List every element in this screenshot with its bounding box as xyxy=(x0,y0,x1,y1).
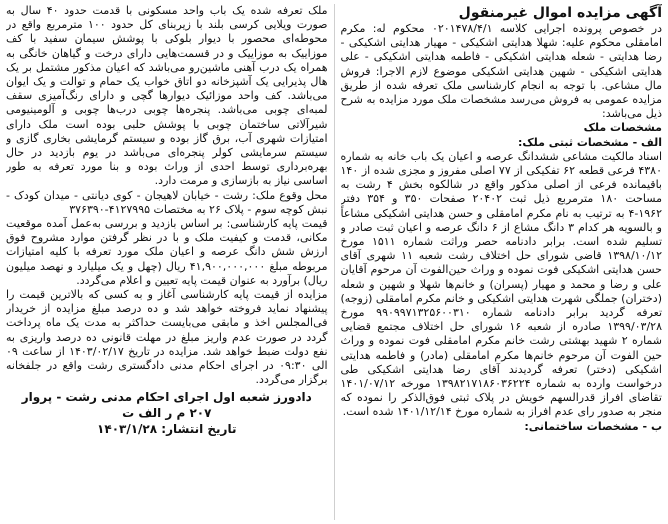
publish-date: تاریخ انتشار: ۱۴۰۳/۱/۲۸ xyxy=(97,422,237,437)
notice-title: آگهی مزایده اموال غیرمنقول xyxy=(458,5,662,21)
signature-line-2: ۲۰۷ م ر الف ت xyxy=(122,406,212,421)
building-details: ملک تعرفه شده یک باب واحد مسکونی با قدمت حدود ۴۰ سال به صورت ویلایی کرسی بلند با زیربنای کل حدود ۱۰۰ مترمربع واقع در محوطه‌ای محصور با دیوار بلوکی با پوشش سیمان سفید با کف موزاییک به موزاییک و در قسمت‌هایی دارای درخت و گیاهان خانگی به همراه یک درب آهنی ماشین‌رو می‌باشد که اعیان مذکور مشتمل بر یک هال پذیرایی یک آشپزخانه دو اتاق خواب یک حمام و توالت و یک ایوان می‌باشد. کف واحد موزائیک دیوارها گچی و دارای رنگ‌آمیزی سقف لمبه‌ای چوبی می‌باشد. پنجره‌ها چوبی درب‌ها چوبی و آلومینیومی شیرآلاتی ساختمان چوبی با پوشش حلبی بوده است ملک دارای امتیازات شهری آب، برق گاز بوده و سیستم گرمایشی بخاری گازی و سیستم سرمایشی کولر پنجره‌ای می‌باشد در یوم بازدید در حال بهره‌برداری توسط احدی از وراث بوده و بنا مورد تعرفه به طور اساسی نیاز به بازسازی و مرمت دارد. xyxy=(6,4,328,188)
auction-terms: مزایده از قیمت پایه کارشناسی آغاز و به کسی که بالاترین قیمت را پیشنهاد نماید فروخته خواهد شد و ده درصد مبلغ مزایده از خریدار فی‌المجلس اخذ و مابقی می‌بایست حداکثر به مدت یک ماه پرداخت گردد در صورت عدم واریز مبلغ در مهلت قانونی ده درصد واریزی به نفع دولت ضبط خواهد شد. مزایده در تاریخ ۱۴۰۳/۰۲/۱۷ از ساعت ۰۹ الی ۰۹:۳۰ در اجرای احکام مدنی دادگستری رشت واقع در جلفخانه برگزار می‌گردد. xyxy=(6,288,328,387)
notice-intro: در خصوص پرونده اجرایی کلاسه ۰۲۰۱۴۷۸/۴/۱ محکوم له: مکرم امامقلی محکوم علیه: شهلا هدایتی اشکیکی - مهیار هدایتی اشکیکی - رضا هدایتی - شعله هدایتی اشکیکی - فاطمه هدایتی اشکیکی - علی هدایتی اشکیکی - شهین هدایتی اشکیکی موضوع لازم الاجرا: فروش مال مشاعی. با توجه به انجام کارشناسی ملک تعرفه شده از طریق مزایده عمومی به فروش می‌رسد مشخصات ملک مورد مزایده به شرح ذیل می‌باشد: xyxy=(340,22,662,121)
section-heading: مشخصات ملک xyxy=(583,121,662,135)
registration-details: اسناد مالکیت مشاعی ششدانگ عرصه و اعیان یک باب خانه به شماره ۴۳۸۰ فرعی قطعه ۶۲ تفکیکی از ۷۷ اصلی مفروز و مجزی شده از ۱۴۰ باقیمانده فرعی از اصلی مذکور واقع در شالکوه بخش ۴ رشت به مساحت ۱۸۰ مترمربع ذیل ثبت ۲۰۴۰۲ صفحات ۳۵۰ و ۳۵۴ دفتر ۱۹۶۲-۴ به ترتیب به نام مکرم امامقلی و حسن هدایتی اشکیکی مشاعاً و بالسویه هر کدام ۳ دانگ مشاع از ۶ دانگ عرصه و اعیان ثبت صادر و تسلیم شده است. برابر دادنامه حصر وراثت شماره ۱۵۱۱ مورخ ۱۳۹۸/۱۰/۱۲ قاضی شورای حل اختلاف رشت شعبه ۱۱ شهری آقای حسن هدایتی اشکیکی فوت نموده و وراث حین‌الفوت آن مرحوم آقایان علی و رضا و محمد و مهیار (پسران) و خانم‌ها شهلا و شهین و شعله (دختران) جملگی شهرت هدایتی اشکیکی و خانم مکرم امامقلی (زوجه) تعرفه گردید برابر دادنامه شماره ۹۹۰۹۹۷۱۳۲۵۶۰۰۳۱۰ مورخ ۱۳۹۹/۰۳/۲۸ صادره از شعبه ۱۶ شورای حل اختلاف مجتمع قضایی شماره ۲ شهید بهشتی رشت خانم مکرم امامقلی فوت نموده و وراث حین الفوت آن مرحوم خانم‌ها مکرم امامقلی (مادر) و فاطمه هدایتی اشکیکی (دختر) تعرفه گردیدند آقای رضا هدایتی اشکیکی طی درخواست وارده به شماره ۱۳۹۸۲۱۷۱۸۶۰۳۶۲۲۴ مورخه ۱۴۰۱/۰۷/۱۲ تقاضای افراز قدرالسهم خویش در پلاک ثبتی فوق‌الذکر را نموده که منجر به صدور رای عدم افراز به شماره مورخ ۱۴۰۱/۱۲/۱۴ شده است. xyxy=(340,149,662,419)
section-a-heading: الف - مشخصات ثبتی ملک: xyxy=(517,135,662,149)
column-divider xyxy=(334,4,335,520)
right-column xyxy=(341,4,663,520)
property-address: محل وقوع ملک: رشت - خیابان لاهیجان - کوی دیانتی - میدان کودک - نبش کوچه سوم - پلاک ۲۶ به مختصات ۴۱۲۷۹۹۵-۳۷۶۳۹۰ xyxy=(6,188,328,216)
base-price: قیمت پایه کارشناسی: بر اساس بازدید و بررسی به‌عمل آمده موقعیت مکانی، قدمت و کیفیت ملک و با در نظر گرفتن موارد مشروح فوق ارزش شش دانگ عرصه و اعیان ملک مورد تعرفه با کلیه امتیازات مربوطه مبلغ ۴۱,۹۰۰,۰۰۰,۰۰۰ ریال (چهل و یک میلیارد و نهصد میلیون ریال) برآورد به عنوان قیمت پایه تعیین و اعلام می‌گردد. xyxy=(6,217,328,287)
left-column xyxy=(6,4,328,520)
section-b-heading: ب - مشخصات ساختمانی: xyxy=(524,419,662,433)
signature-line-1: دادورز شعبه اول اجرای احکام مدنی رشت - پروار xyxy=(21,390,312,405)
signature-block xyxy=(6,389,328,437)
